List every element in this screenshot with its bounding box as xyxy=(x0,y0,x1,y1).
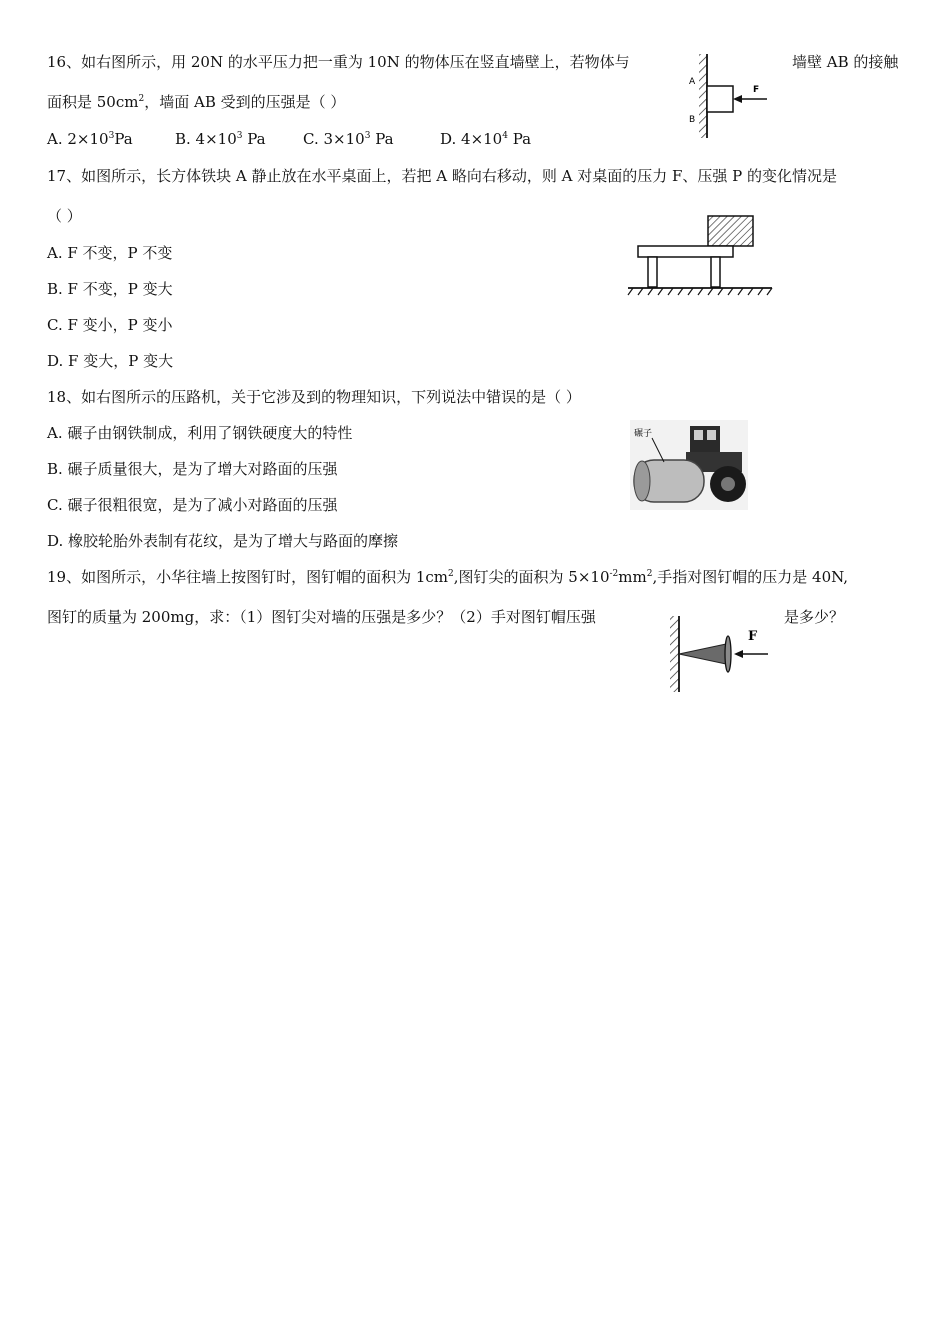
cab-window-right xyxy=(707,430,716,440)
q19-line2: 图钉的质量为 200mg，求：（1）图钉尖对墙的压强是多少？（2）手对图钉帽压强 xyxy=(47,608,596,626)
table-top xyxy=(638,246,733,257)
drum-end xyxy=(634,461,650,501)
q18-stem: 18、如右图所示的压路机，关于它涉及到的物理知识，下列说法中错误的是（ ） xyxy=(47,388,581,406)
force-arrow-head xyxy=(733,95,742,103)
q18-option-d: D. 橡胶轮胎外表制有花纹，是为了增大与路面的摩擦 xyxy=(47,532,399,550)
q19-line1: 19、如图所示，小华往墙上按图钉时，图钉帽的面积为 $1cm^2$,图钉尖的面积为 $5\times 10^{-2}mm^2$,手指对图钉帽的压力是 40N, xyxy=(47,568,849,586)
ground-hatching xyxy=(628,288,772,295)
q18-option-b: B. 碾子质量很大，是为了增大对路面的压强 xyxy=(47,460,338,478)
q16-option-b: B. $4\times 10^3$ Pa xyxy=(175,130,266,148)
q17-option-c: C. F 变小，P 变小 xyxy=(47,316,173,334)
wall-hatching xyxy=(670,616,679,692)
q17-option-b: B. F 不变，P 变大 xyxy=(47,280,173,298)
iron-block-a xyxy=(708,216,753,246)
q16-option-a: A. $2\times 10^3Pa$ xyxy=(47,130,133,148)
q16-wall-block-figure xyxy=(685,52,785,142)
force-label: F xyxy=(753,85,760,95)
q17-blank: （ ） xyxy=(47,207,82,225)
thumbtack-body xyxy=(679,644,726,664)
q16-line2: 面积是 $50cm^2$，墙面 AB 受到的压强是（ ） xyxy=(47,93,346,111)
q19-line2-end: 是多少？ xyxy=(784,608,845,626)
q16-option-d: D. $4\times 10^4$ Pa xyxy=(440,130,532,148)
q16-line1: 16、如右图所示，用 20N 的水平压力把一重为 10N 的物体压在竖直墙壁上，若物体与 xyxy=(47,53,630,71)
table-leg-right xyxy=(711,257,720,287)
force-label: F xyxy=(748,629,758,644)
roller-label: 碾子 xyxy=(634,429,653,439)
table-leg-left xyxy=(648,257,657,287)
rear-hub xyxy=(721,477,735,491)
q17-option-a: A. F 不变，P 不变 xyxy=(47,244,173,262)
q18-option-c: C. 碾子很粗很宽，是为了减小对路面的压强 xyxy=(47,496,338,514)
q18-road-roller-photo xyxy=(630,420,748,510)
wall-hatching xyxy=(699,54,707,138)
wall-label-a: A xyxy=(689,77,696,87)
force-arrow-head xyxy=(734,650,743,658)
q17-option-d: D. F 变大，P 变大 xyxy=(47,352,174,370)
wall-label-b: B xyxy=(689,115,696,125)
thumbtack-cap xyxy=(725,636,731,672)
q16-option-c: C. $3\times 10^3$ Pa xyxy=(303,130,394,148)
q19-thumbtack-figure xyxy=(660,612,775,694)
q18-option-a: A. 碾子由钢铁制成，利用了钢铁硬度大的特性 xyxy=(47,424,353,442)
q16-line1-end: 墙壁 AB 的接触 xyxy=(792,53,899,71)
q17-table-block-figure xyxy=(625,212,775,298)
q17-stem: 17、如图所示，长方体铁块 A 静止放在水平桌面上，若把 A 略向右移动，则 A 对桌面的压力 F、压强 P 的变化情况是 xyxy=(47,167,838,185)
cab-window-left xyxy=(694,430,703,440)
pressed-block xyxy=(707,86,733,112)
